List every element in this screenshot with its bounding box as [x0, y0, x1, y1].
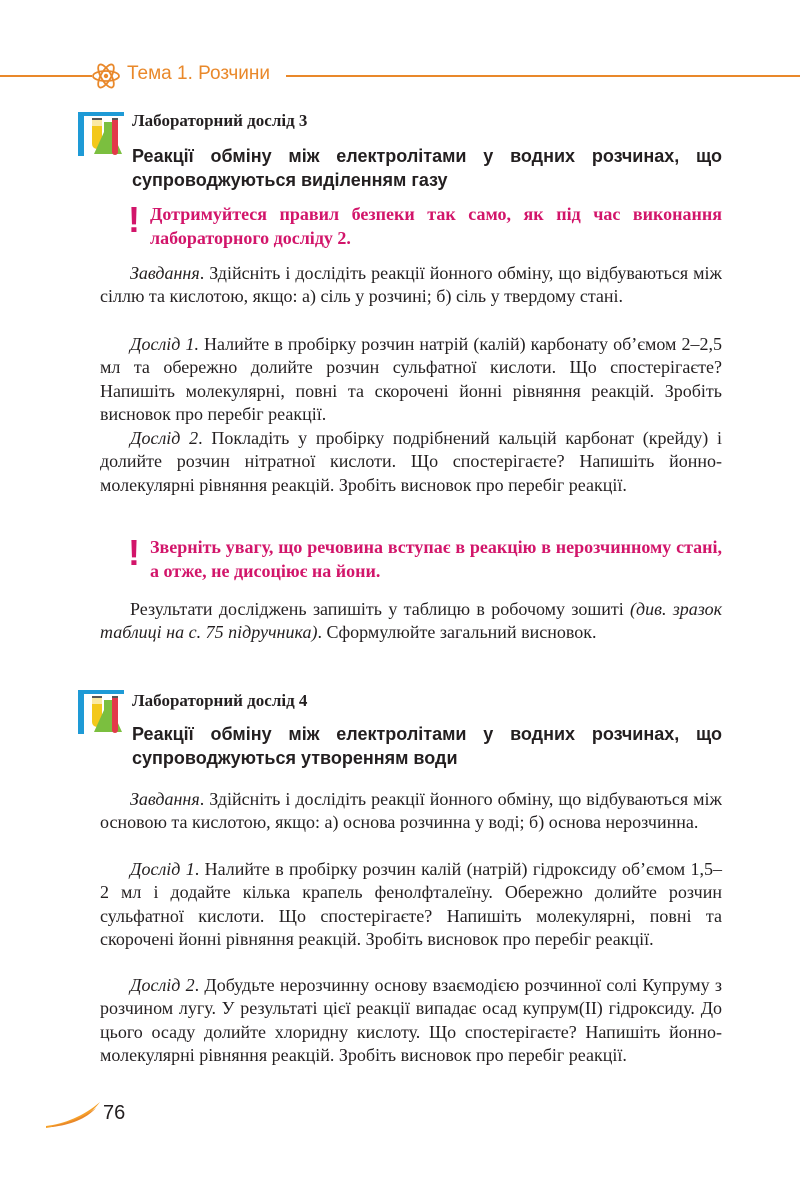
task-label: Завдання: [130, 263, 200, 283]
lab3-experiment-2: Дослід 2. Покладіть у пробірку подрібнений кальцій карбонат (крейду) і долийте розчин нітратної кислоти. Що спостерігаєте? Напишіть йонно-молекулярні рівняння реакцій. Зробіть висновок про перебіг реакції.: [100, 428, 722, 495]
lab3-task: Завдання. Здійсніть і дослідіть реакції йонного обміну, що відбуваються між сіллю та кислотою, якщо: а) сіль у розчині; б) сіль у твердому стані.: [100, 263, 722, 307]
lab3-results: Результати досліджень запишіть у таблицю в робочому зошиті (див. зразок таблиці на с. 75 підручника). Сформулюйте загальний висновок.: [100, 599, 723, 643]
lab4-experiment-1: Дослід 1. Налийте в пробірку розчин калій (натрій) гідроксиду об’ємом 1,5–2 мл і додайте кілька крапель фенолфталеїну. Обережно долийте розчин сульфатної кислоти. Що спостерігаєте? Напишіть молекулярні, повні та скорочені йонні рівняння реакцій. Зробіть висновок про перебіг реакції.: [100, 859, 722, 949]
lab4-subtitle: Реакції обміну між електролітами у водних розчинах, що супроводжуються утворенням води: [132, 724, 722, 768]
task-label: Завдання: [130, 789, 200, 809]
textbook-reference: (див. зразок таблиці на с. 75 підручника): [100, 599, 723, 643]
lab4-experiment-2: Дослід 2. Добудьте нерозчинну основу взаємодією розчинної солі Купруму з розчином лугу. У результаті цієї реакції випадає осад купрум(II) гідроксиду. До цього осаду долийте хлоридну кислоту. Що спостерігаєте? Напишіть йонно-молекулярні рівняння реакцій. Зробіть висновок про перебіг реакції.: [100, 975, 722, 1065]
header-rule-left: [0, 75, 92, 77]
atom-icon: [90, 61, 122, 91]
header-rule-right: [286, 75, 800, 77]
experiment-label: Дослід 2: [130, 975, 195, 995]
experiment-label: Дослід 1: [130, 859, 195, 879]
lab-flasks-icon: [76, 686, 128, 736]
page-header: [0, 58, 800, 92]
page-number: 76: [103, 1102, 126, 1124]
experiment-label: Дослід 1.: [130, 334, 199, 354]
lab3-experiment-1: Дослід 1. Налийте в пробірку розчин натрій (калій) карбонату об’ємом 2–2,5 мл та обережно долийте розчин сульфатної кислоти. Що спостерігаєте? Напишіть молекулярні, повні та скорочені йонні рівняння реакцій. Зробіть висновок про перебіг реакції.: [100, 334, 722, 424]
warning-mark: !: [128, 532, 140, 573]
warning-mark: !: [128, 199, 140, 240]
experiment-label: Дослід 2: [130, 428, 199, 448]
page-corner-swoosh-icon: [46, 1102, 102, 1128]
lab3-subtitle: Реакції обміну між електролітами у водних розчинах, що супроводжуються виділенням газу: [132, 146, 722, 190]
lab3-safety-warning: Дотримуйтеся правил безпеки так само, як під час виконання лабораторного досліду 2.: [150, 204, 722, 248]
lab3-attention-note: Зверніть увагу, що речовина вступає в реакцію в нерозчинному стані, а отже, не дисоціює на йони.: [150, 537, 722, 581]
lab4-title: Лабораторний дослід 4: [132, 691, 308, 710]
lab3-title: Лабораторний дослід 3: [132, 111, 308, 130]
lab-flasks-icon: [76, 108, 128, 158]
chapter-title: Тема 1. Розчини: [127, 63, 271, 84]
lab4-task: Завдання. Здійсніть і дослідіть реакції йонного обміну, що відбуваються між основою та кислотою, якщо: а) основа розчинна у воді; б) основа нерозчинна.: [100, 789, 722, 833]
